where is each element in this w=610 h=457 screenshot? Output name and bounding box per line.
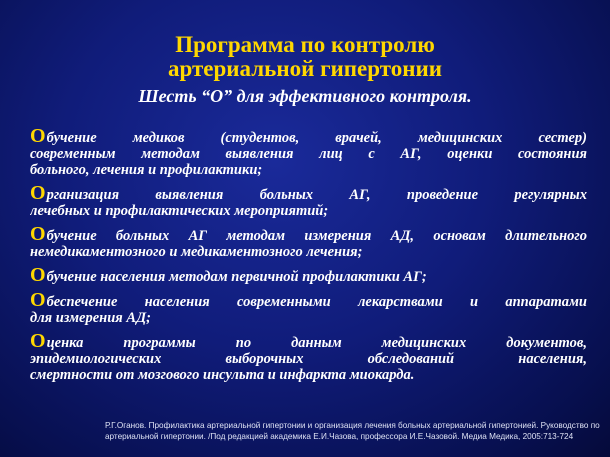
item-line: больного, лечения и профилактики;	[30, 162, 263, 178]
item-line: лечебных и профилактических мероприятий;	[30, 203, 329, 219]
list-item	[30, 292, 587, 326]
item-text: рганизация выявления больных АГ, проведение регулярных	[46, 187, 587, 203]
item-text: бучение населения методам первичной профилактики АГ;	[46, 269, 427, 285]
item-line: смертности от мозгового инсульта и инфаркта миокарда.	[30, 367, 415, 383]
item-line: немедикаментозного и медикаментозного лечения;	[30, 244, 363, 260]
list-item	[30, 226, 587, 260]
item-line	[30, 292, 587, 310]
item-line: современным методам выявления лиц с АГ, оценки состояния	[30, 146, 587, 162]
initial-letter: О	[30, 267, 46, 285]
footnote	[105, 420, 605, 442]
title-line-1: Программа по контролю	[175, 32, 435, 57]
item-line	[30, 267, 587, 285]
item-line	[30, 128, 587, 146]
list-item	[30, 128, 587, 178]
item-text: ценка программы по данным медицинских документов,	[46, 335, 587, 351]
initial-letter: О	[30, 333, 46, 351]
item-line	[30, 333, 587, 351]
item-line	[30, 185, 587, 203]
item-line: эпидемиологических выборочных обследований населения,	[30, 351, 587, 367]
objectives-list	[30, 128, 587, 390]
item-line	[30, 226, 587, 244]
initial-letter: О	[30, 292, 46, 310]
footnote-line: артериальной гипертонии. /Под редакцией академика Е.И.Чазова, профессора И.Е.Чазовой. Медиа Медика, 2005:713-724	[105, 432, 574, 441]
item-text: бучение медиков (студентов, врачей, медицинских сестер)	[46, 130, 587, 146]
list-item	[30, 267, 587, 285]
initial-letter: О	[30, 128, 46, 146]
item-text: бучение больных АГ методам измерения АД, основам длительного	[46, 228, 587, 244]
list-item	[30, 333, 587, 383]
subtitle: Шесть “О” для эффективного контроля.	[138, 86, 472, 106]
item-text: беспечение населения современными лекарствами и аппаратами	[46, 294, 587, 310]
title-line-2: артериальной гипертонии	[168, 56, 442, 81]
item-line: для измерения АД;	[30, 310, 151, 326]
initial-letter: О	[30, 226, 46, 244]
list-item	[30, 185, 587, 219]
initial-letter: О	[30, 185, 46, 203]
footnote-line: Р.Г.Оганов. Профилактика артериальной гипертонии и организация лечения больных артериальной гипертонией. Руководство по	[105, 421, 600, 430]
